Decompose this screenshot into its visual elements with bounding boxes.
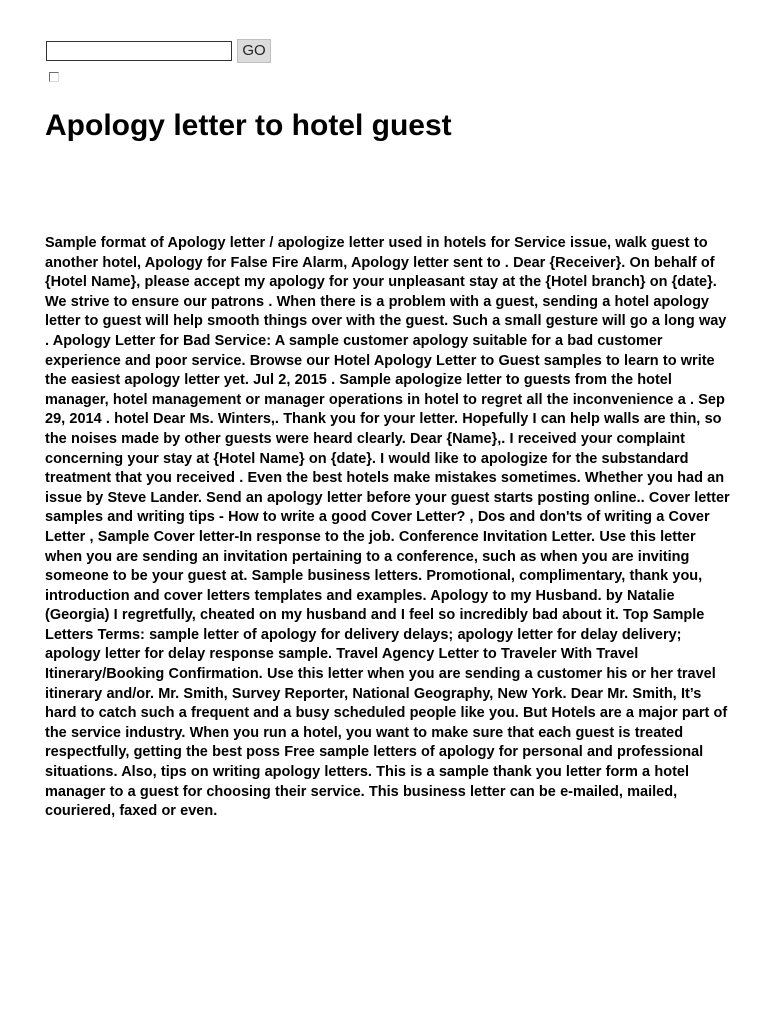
page-title: Apology letter to hotel guest [45, 109, 452, 142]
checkbox[interactable] [49, 72, 59, 82]
search-bar [46, 39, 271, 63]
go-button[interactable]: GO [237, 39, 271, 63]
article-body: Sample format of Apology letter / apologize letter used in hotels for Service issue, walk guest to another hotel, Apology for False Fire Alarm, Apology letter sent to . Dear {Receiver}. On behalf of {Hotel Name}, please accept my apology for your unpleasant stay at the {Hotel branch} on {date}. We strive to ensure our patrons . When there is a problem with a guest, sending a hotel apology letter to guest will help smooth things over with the guest. Such a small gesture will go a long way . Apology Letter for Bad Service: A sample customer apology suitable for a bad customer experience and poor service. Browse our Hotel Apology Letter to Guest samples to learn to write the easiest apology letter yet. Jul 2, 2015 . Sample apologize letter to guests from the hotel manager, hotel management or manager operations in hotel to regret all the inconvenience a . Sep 29, 2014 . hotel Dear Ms. Winters,. Thank you for your letter. Hopefully I can help walls are thin, so the noises made by other guests were heard clearly. Dear {Name},. I received your complaint concerning your stay at {Hotel Name} on {date}. I would like to apologize for the substandard treatment that you received . Even the best hotels make mistakes sometimes. Whether you had an issue by Steve Lander. Send an apology letter before your guest starts posting online.. Cover letter samples and writing tips - How to write a good Cover Letter? , Dos and don'ts of writing a Cover Letter , Sample Cover letter-In response to the job. Conference Invitation Letter. Use this letter when you are sending an invitation pertaining to a conference, such as when you are inviting someone to be your guest at. Sample business letters. Promotional, complimentary, thank you, introduction and cover letters templates and examples. Apology to my Husband. by Natalie (Georgia) I regretfully, cheated on my husband and I feel so incredibly bad about it. Top Sample Letters Terms: sample letter of apology for delivery delays; apology letter for delay delivery; apology letter for delay response sample. Travel Agency Letter to Traveler With Travel Itinerary/Booking Confirmation. Use this letter when you are sending a customer his or her travel itinerary and/or. Mr. Smith, Survey Reporter, National Geography, New York. Dear Mr. Smith, It’s hard to catch such a frequent and a busy scheduled people like you. But Hotels are a major part of the service industry. When you run a hotel, you want to make sure that each guest is treated respectfully, getting the best poss Free sample letters of apology for personal and professional situations. Also, tips on writing apology letters. This is a sample thank you letter form a hotel manager to a guest for choosing their service. This business letter can be e-mailed, mailed, couriered, faxed or even. [45, 235, 730, 820]
search-input[interactable] [46, 41, 232, 61]
